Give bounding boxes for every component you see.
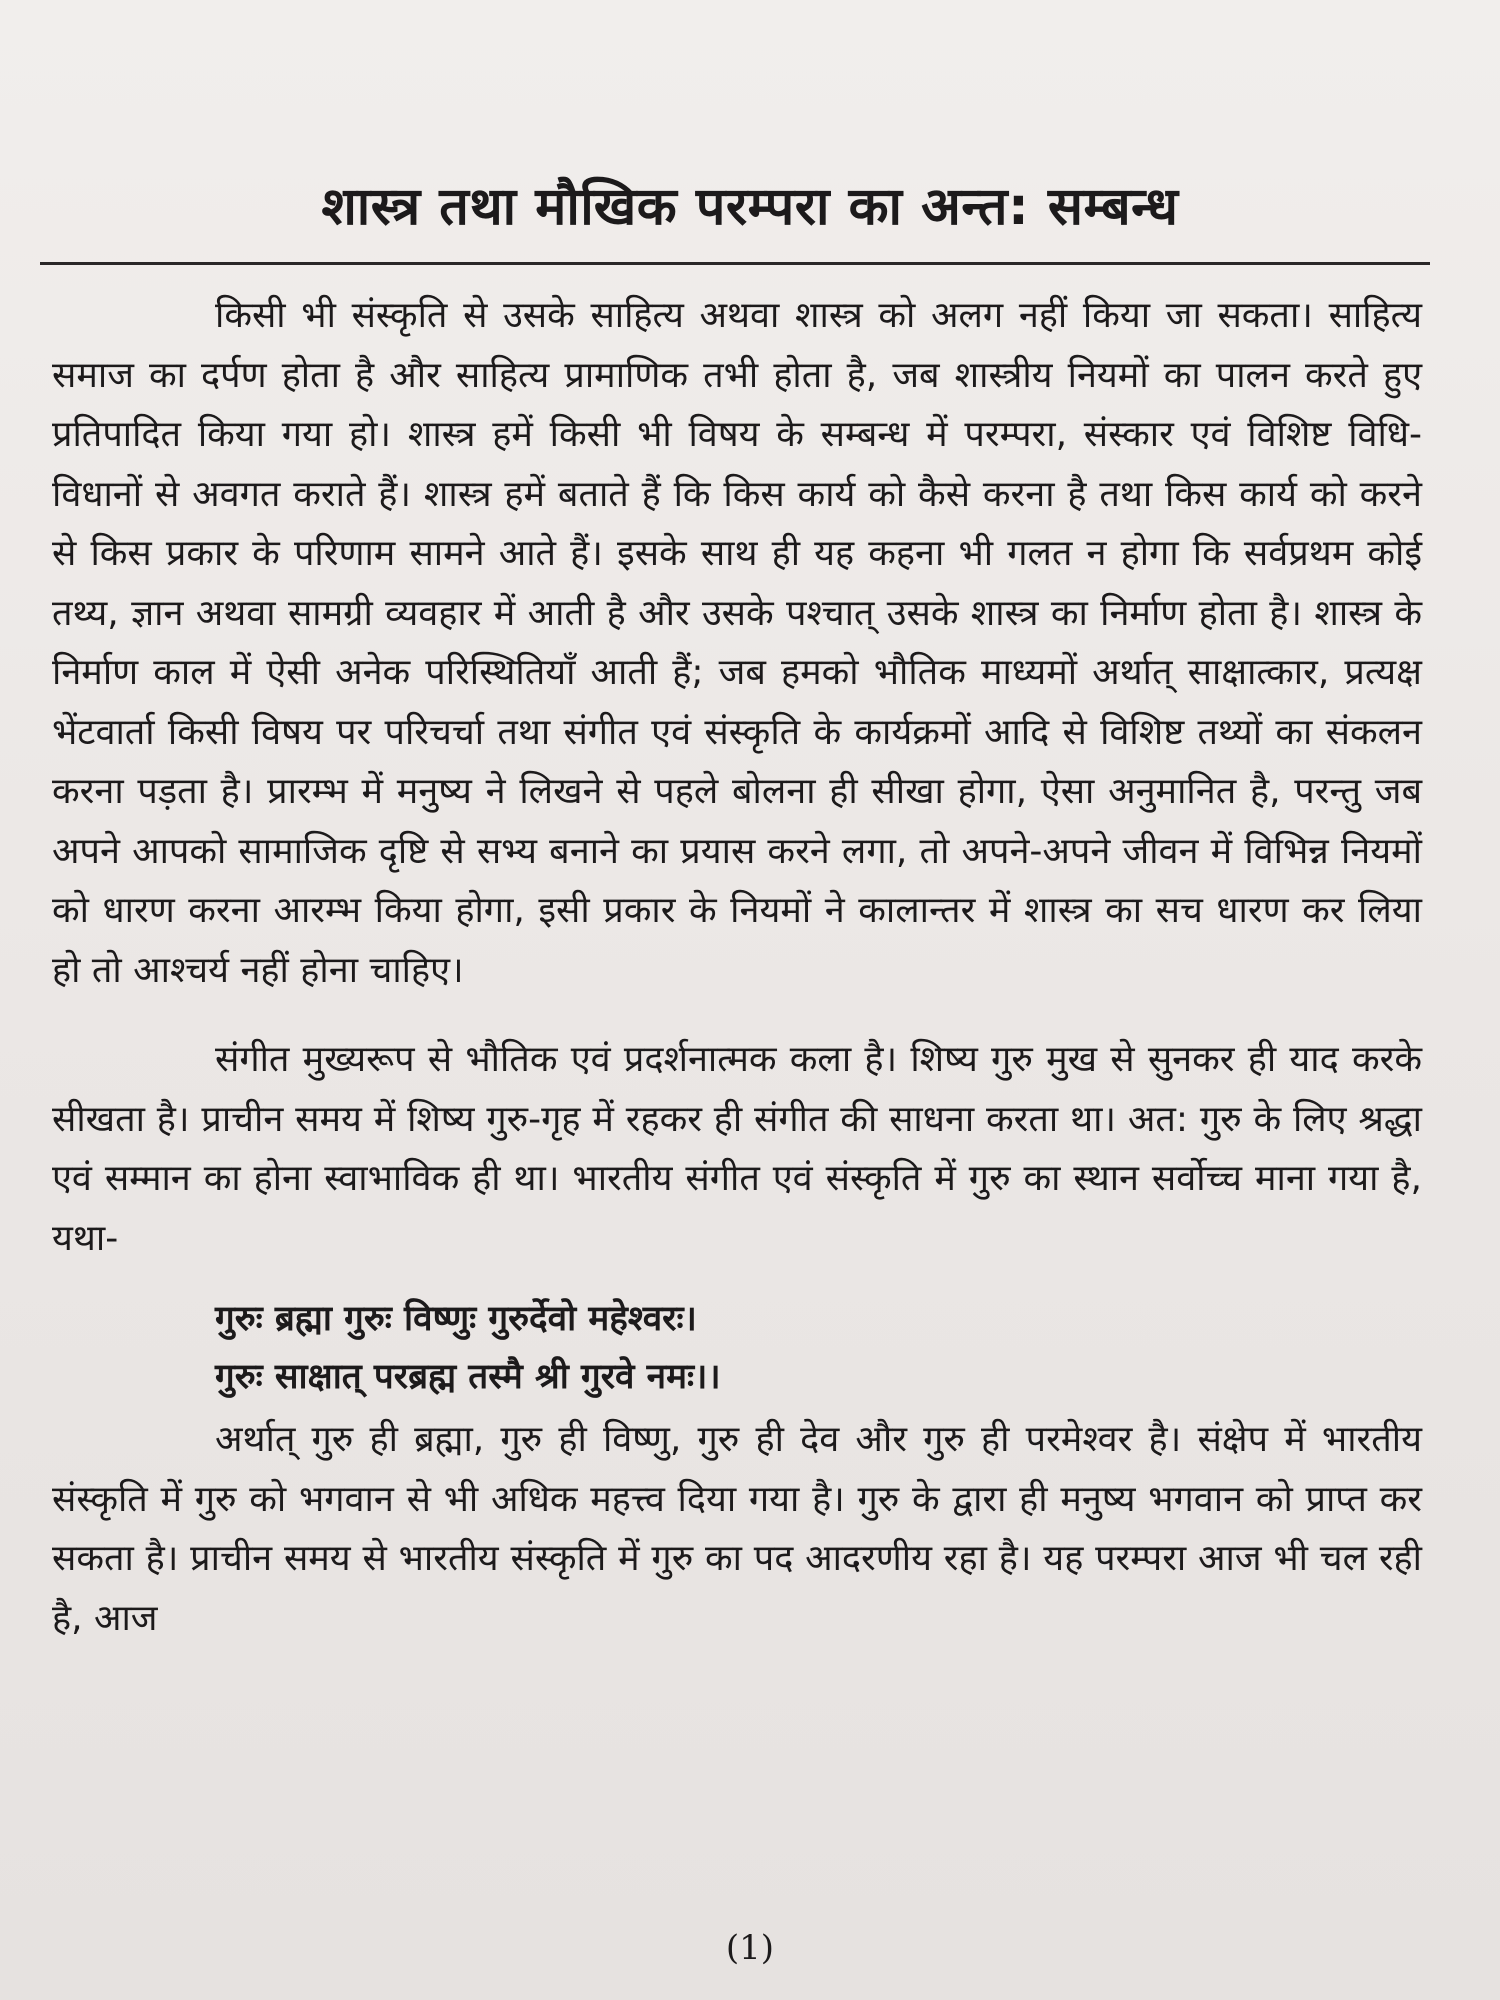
paragraph-music: संगीत मुख्यरूप से भौतिक एवं प्रदर्शनात्मक कला है। शिष्य गुरु मुख से सुनकर ही याद करके सीखता है। प्राचीन समय में शिष्य गुरु-गृह में रहकर ही संगीत की साधना करता था। अत: गुरु के लिए श्रद्धा एवं सम्मान का होना स्वाभाविक ही था। भारतीय संगीत एवं संस्कृति में गुरु का स्थान सर्वोच्च माना गया है, यथा-	[52, 1039, 1422, 1259]
verse-line-1: गुरुः ब्रह्मा गुरुः विष्णुः गुरुर्देवो महेश्वरः।	[215, 1299, 697, 1339]
sanskrit-verse	[215, 1290, 1422, 1406]
paragraph-verse-meaning: अर्थात् गुरु ही ब्रह्मा, गुरु ही विष्णु, गुरु ही देव और गुरु ही परमेश्वर है। संक्षेप में भारतीय संस्कृति में गुरु को भगवान से भी अधिक महत्त्व दिया गया है। गुरु के द्वारा ही मनुष्य भगवान को प्राप्त कर सकता है। प्राचीन समय से भारतीय संस्कृति में गुरु का पद आदरणीय रहा है। यह परम्परा आज भी चल रही है, आज	[52, 1419, 1422, 1639]
body-text	[52, 286, 1422, 1648]
verse-line-2: गुरुः साक्षात् परब्रह्म तस्मै श्री गुरवे नमः।।	[215, 1357, 721, 1397]
title-divider	[40, 262, 1430, 265]
chapter-title: शास्त्र तथा मौखिक परम्परा का अन्त: सम्बन्ध	[321, 177, 1179, 237]
page-number: (1)	[725, 1928, 775, 1968]
paragraph-intro: किसी भी संस्कृति से उसके साहित्य अथवा शास्त्र को अलग नहीं किया जा सकता। साहित्य समाज का दर्पण होता है और साहित्य प्रामाणिक तभी होता है, जब शास्त्रीय नियमों का पालन करते हुए प्रतिपादित किया गया हो। शास्त्र हमें किसी भी विषय के सम्बन्ध में परम्परा, संस्कार एवं विशिष्ट विधि-विधानों से अवगत कराते हैं। शास्त्र हमें बताते हैं कि किस कार्य को कैसे करना है तथा किस कार्य को करने से किस प्रकार के परिणाम सामने आते हैं। इसके साथ ही यह कहना भी गलत न होगा कि सर्वप्रथम कोई तथ्य, ज्ञान अथवा सामग्री व्यवहार में आती है और उसके पश्चात् उसके शास्त्र का निर्माण होता है। शास्त्र के निर्माण काल में ऐसी अनेक परिस्थितियाँ आती हैं; जब हमको भौतिक माध्यमों अर्थात् साक्षात्कार, प्रत्यक्ष भेंटवार्ता किसी विषय पर परिचर्चा तथा संगीत एवं संस्कृति के कार्यक्रमों आदि से विशिष्ट तथ्यों का संकलन करना पड़ता है। प्रारम्भ में मनुष्य ने लिखने से पहले बोलना ही सीखा होगा, ऐसा अनुमानित है, परन्तु जब अपने आपको सामाजिक दृष्टि से सभ्य बनाने का प्रयास करने लगा, तो अपने-अपने जीवन में विभिन्न नियमों को धारण करना आरम्भ किया होगा, इसी प्रकार के नियमों ने कालान्तर में शास्त्र का सच धारण कर लिया हो तो आश्चर्य नहीं होना चाहिए।	[52, 295, 1422, 991]
